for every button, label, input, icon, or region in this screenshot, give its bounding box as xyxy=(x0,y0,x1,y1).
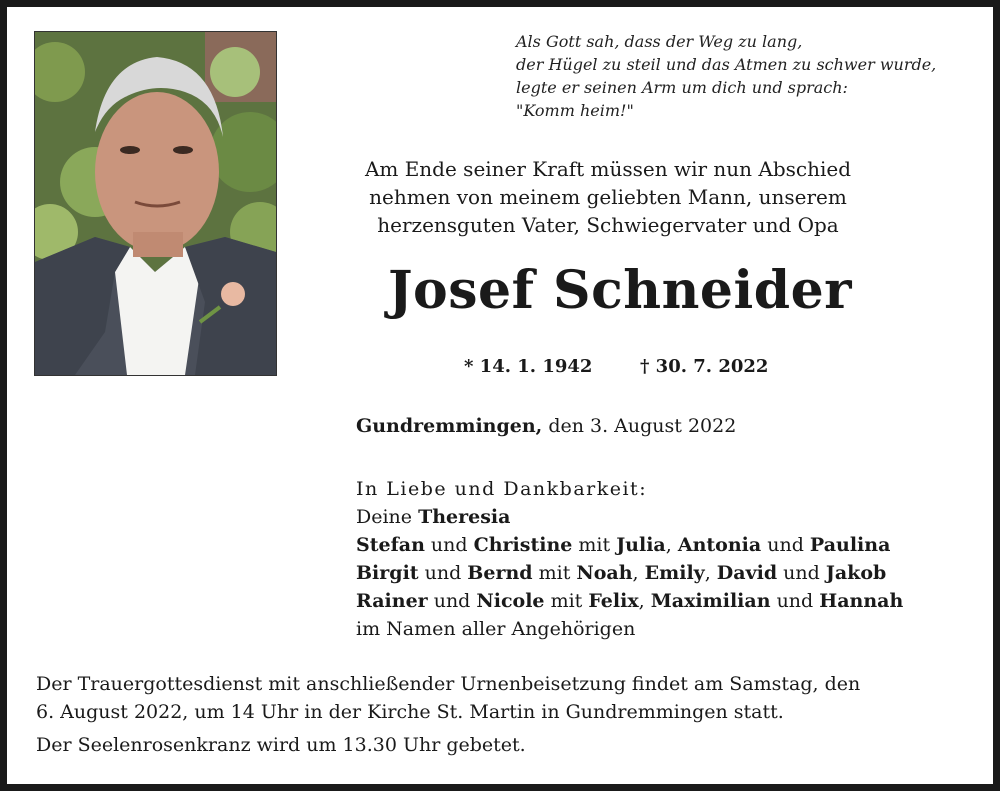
deceased-name: Josef Schneider xyxy=(387,260,853,321)
text: , xyxy=(665,534,678,556)
family-member: David xyxy=(716,562,778,584)
family-member: Nicole xyxy=(476,590,545,612)
poem-line: Als Gott sah, dass der Weg zu lang, xyxy=(516,32,803,51)
notice-line: Der Trauergottesdienst mit anschließender Urnenbeisetzung findet am Samstag, den xyxy=(36,673,861,695)
text: und xyxy=(770,590,820,612)
family-row xyxy=(356,587,903,615)
text: und xyxy=(777,562,826,584)
text: mit xyxy=(572,534,617,556)
portrait-photo xyxy=(34,31,277,376)
family-member: Jakob xyxy=(825,562,887,584)
family-heading: In Liebe und Dankbarkeit: xyxy=(356,478,648,500)
family-member: Emily xyxy=(644,562,705,584)
text: und xyxy=(424,534,474,556)
text: Deine xyxy=(356,506,419,528)
poem-verse xyxy=(516,30,936,122)
text: , xyxy=(632,562,645,584)
poem-line: legte er seinen Arm um dich und sprach: xyxy=(516,78,848,97)
text: und xyxy=(418,562,468,584)
family-member: Stefan xyxy=(356,534,425,556)
family-member: Theresia xyxy=(418,506,511,528)
family-member: Birgit xyxy=(356,562,419,584)
place-date-line xyxy=(356,415,736,437)
family-member: Felix xyxy=(588,590,639,612)
family-member: Julia xyxy=(616,534,666,556)
family-signature xyxy=(356,475,903,643)
family-row xyxy=(356,531,903,559)
place-name: Gundremmingen, xyxy=(356,415,543,437)
text: und xyxy=(427,590,477,612)
family-row xyxy=(356,503,903,531)
family-member: Bernd xyxy=(467,562,533,584)
text: mit xyxy=(532,562,577,584)
family-closing: im Namen aller Angehörigen xyxy=(356,618,636,640)
family-member: Christine xyxy=(473,534,573,556)
intro-line: Am Ende seiner Kraft müssen wir nun Abschied xyxy=(364,157,852,181)
text: , xyxy=(704,562,717,584)
date-text: den 3. August 2022 xyxy=(542,415,737,437)
text: , xyxy=(638,590,651,612)
family-row xyxy=(356,559,903,587)
text: mit xyxy=(544,590,589,612)
family-member: Paulina xyxy=(809,534,891,556)
family-member: Hannah xyxy=(819,590,904,612)
intro-text xyxy=(333,155,883,239)
notice-line: 6. August 2022, um 14 Uhr in der Kirche St. Martin in Gundremmingen statt. xyxy=(36,701,784,723)
death-date: † 30. 7. 2022 xyxy=(640,356,769,377)
poem-line: der Hügel zu steil und das Atmen zu schwer wurde, xyxy=(516,55,937,74)
family-member: Rainer xyxy=(356,590,428,612)
birth-date: * 14. 1. 1942 xyxy=(464,356,593,377)
poem-line: "Komm heim!" xyxy=(516,101,634,120)
family-member: Maximilian xyxy=(650,590,771,612)
intro-line: nehmen von meinem geliebten Mann, unserem xyxy=(369,185,847,209)
text: und xyxy=(761,534,810,556)
intro-line: herzensguten Vater, Schwiegervater und Opa xyxy=(377,213,839,237)
family-member: Antonia xyxy=(677,534,762,556)
notice-line: Der Seelenrosenkranz wird um 13.30 Uhr gebetet. xyxy=(36,734,526,756)
family-member: Noah xyxy=(576,562,633,584)
service-notice xyxy=(36,670,966,759)
